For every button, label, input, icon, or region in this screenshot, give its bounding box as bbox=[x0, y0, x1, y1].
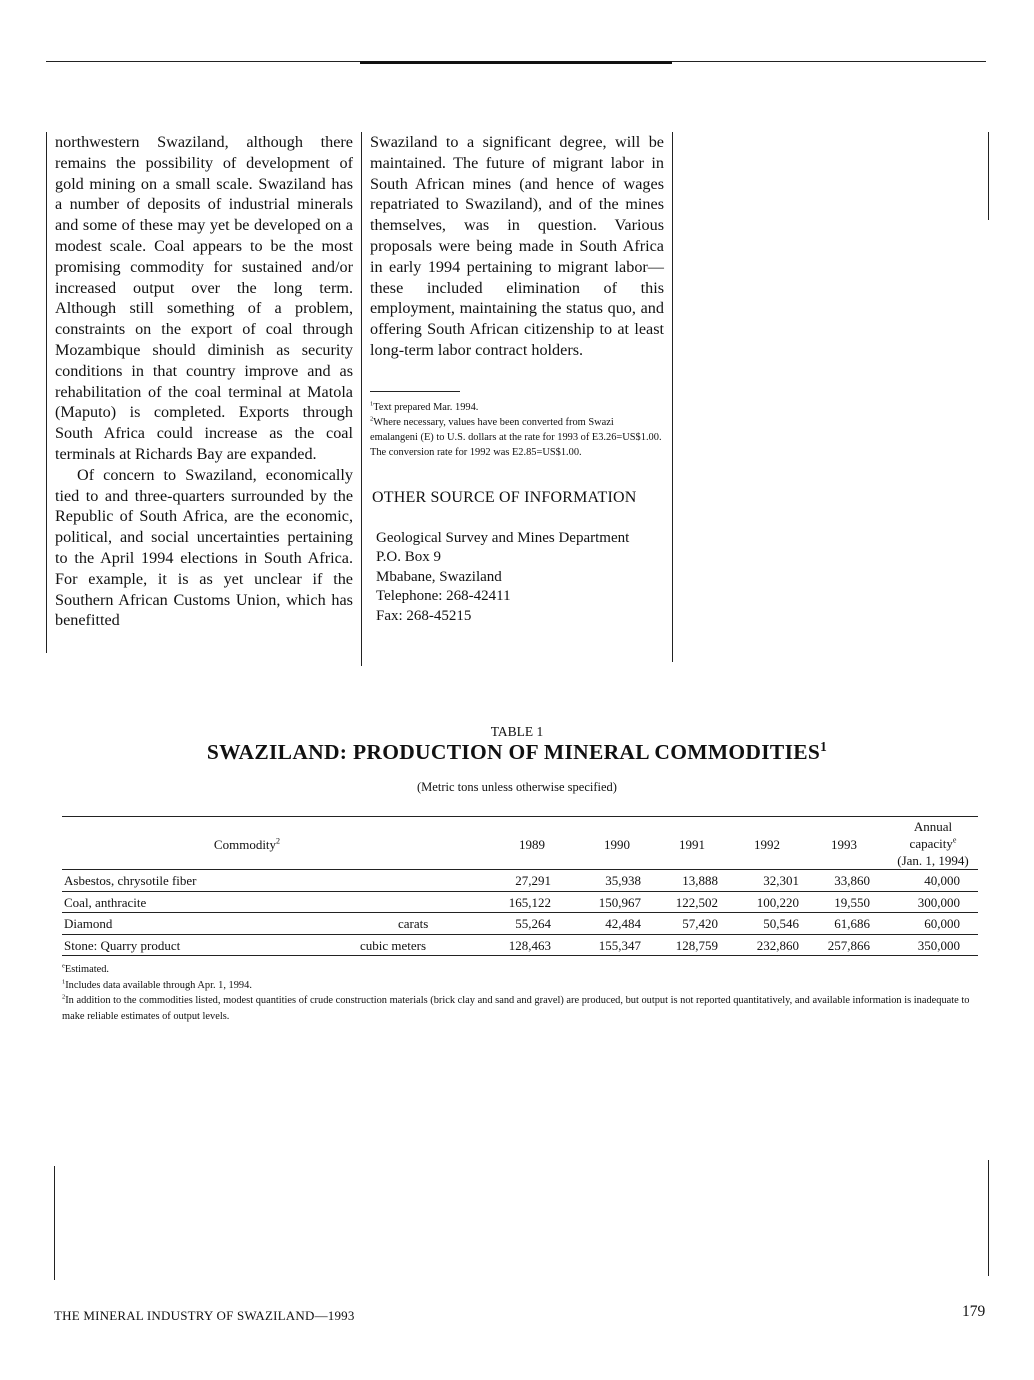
cell-value: 122,502 bbox=[675, 894, 718, 910]
table-title: SWAZILAND: PRODUCTION OF MINERAL COMMODITIES$^1$ bbox=[206, 738, 828, 764]
cell-unit: carats bbox=[398, 916, 429, 931]
cell-value: 128,463 bbox=[508, 937, 551, 953]
table-row bbox=[62, 935, 978, 957]
cell-value: 19,550 bbox=[834, 894, 870, 910]
header-year: 1991 bbox=[679, 837, 705, 852]
column-divider-rule bbox=[361, 132, 362, 666]
table-row bbox=[62, 913, 978, 935]
cell-value: 150,967 bbox=[598, 894, 641, 910]
top-rule-accent bbox=[360, 61, 672, 64]
cell-value: 33,860 bbox=[834, 873, 870, 888]
paragraph-economic-concerns: Of concern to Swaziland, economically tied to and three-quarters surrounded by the Republic of South Africa, are the economic, political, and social uncertainties pertaining to the April 1994 elections in South Africa. For example, it is as yet unclear if the Southern African Customs Union, which has benefitted bbox=[55, 465, 353, 630]
cell-value: 61,686 bbox=[834, 916, 870, 931]
left-text-column bbox=[55, 132, 353, 631]
cell-commodity: Asbestos, chrysotile fiber bbox=[64, 873, 197, 888]
cell-value: 13,888 bbox=[682, 873, 718, 888]
page-number: 179 bbox=[962, 1303, 986, 1320]
cell-value: 32,301 bbox=[763, 873, 799, 888]
cell-value: 55,264 bbox=[515, 916, 551, 931]
table-row bbox=[62, 892, 978, 914]
table-subtitle: (Metric tons unless otherwise specified) bbox=[417, 780, 617, 794]
header-commodity: Commodity$^2$ bbox=[213, 836, 281, 852]
cell-capacity: 40,000 bbox=[924, 873, 960, 888]
page-left-edge-rule bbox=[54, 1166, 55, 1280]
source-address bbox=[370, 529, 664, 627]
table-notes bbox=[62, 962, 978, 1024]
address-line: Geological Survey and Mines Department bbox=[376, 529, 630, 546]
footnote-1: $^1$Text prepared Mar. 1994. bbox=[370, 400, 479, 413]
cell-value: 257,866 bbox=[827, 937, 870, 953]
header-year: 1990 bbox=[604, 837, 630, 852]
address-line: Mbabane, Swaziland bbox=[376, 568, 502, 585]
running-title: THE MINERAL INDUSTRY OF SWAZILAND—1993 bbox=[54, 1308, 355, 1323]
paragraph-migrant-labor: Swaziland to a significant degree, will be maintained. The future of migrant labor in South African mines (and hence of wages repatriated to Swaziland), and of the mines themselves, was in question. Various proposals were being made in South Africa in early 1994 pertaining to migrant labor—these included elimination of this employment, maintaining the status quo, and offering South African citizenship to at least long-term labor contract holders. bbox=[370, 133, 664, 359]
left-margin-rule bbox=[46, 132, 47, 653]
page-right-edge-rule bbox=[988, 132, 989, 220]
cell-value: 57,420 bbox=[682, 916, 718, 931]
header-year: 1993 bbox=[831, 837, 857, 852]
section-heading: OTHER SOURCE OF INFORMATION bbox=[372, 488, 637, 506]
cell-value: 100,220 bbox=[756, 894, 799, 910]
cell-capacity: 350,000 bbox=[917, 937, 960, 953]
footnotes bbox=[370, 400, 664, 460]
table-header bbox=[62, 816, 978, 870]
cell-value: 27,291 bbox=[515, 873, 551, 888]
page-right-edge-rule-lower bbox=[988, 1160, 989, 1276]
cell-value: 35,938 bbox=[605, 873, 641, 888]
table-row bbox=[62, 870, 978, 892]
cell-value: 50,546 bbox=[763, 916, 799, 931]
cell-unit: cubic meters bbox=[360, 937, 427, 953]
header-year: 1992 bbox=[754, 837, 780, 852]
cell-capacity: 60,000 bbox=[924, 916, 960, 931]
cell-value: 155,347 bbox=[598, 937, 641, 953]
right-column-rule bbox=[672, 132, 673, 662]
address-line: P.O. Box 9 bbox=[376, 549, 442, 566]
table-note-estimated: $^e$Estimated. bbox=[62, 962, 110, 975]
table-note-2: $^2$In addition to the commodities listed, modest quantities of crude construction materials (brick clay and sand and gravel) are produced, but output is not reported quantitatively, and available information is inadequate to make reliable estimates of output levels. bbox=[62, 993, 970, 1022]
right-text-column bbox=[370, 132, 664, 626]
paragraph-coal-outlook: northwestern Swaziland, although there remains the possibility of development of gold mining on a small scale. Swaziland has a number of deposits of industrial minerals and some of these may yet be developed on a modest scale. Coal appears to be the most promising commodity for sustained and/or increased output over the long term. Although still something of a problem, constraints on the export of coal through Mozambique should diminish as security conditions in that country improve and as rehabilitation of the coal terminal at Matola (Maputo) is completed. Exports through South Africa could increase as the coal terminals at Richards Bay are expanded. bbox=[55, 133, 353, 463]
header-capacity: Annual capacity$^e$ (Jan. 1, 1994) bbox=[897, 819, 969, 868]
cell-value: 42,484 bbox=[605, 916, 641, 931]
footnote-rule bbox=[370, 391, 460, 392]
cell-commodity: Stone: Quarry product bbox=[64, 937, 181, 953]
production-table bbox=[62, 816, 978, 956]
cell-value: 128,759 bbox=[675, 937, 718, 953]
header-year: 1989 bbox=[519, 837, 545, 852]
table-label: TABLE 1 bbox=[490, 724, 544, 739]
cell-capacity: 300,000 bbox=[917, 894, 960, 910]
address-line: Telephone: 268-42411 bbox=[376, 588, 511, 605]
cell-commodity: Coal, anthracite bbox=[64, 894, 147, 910]
address-line: Fax: 268-45215 bbox=[376, 607, 472, 624]
cell-value: 165,122 bbox=[508, 894, 551, 910]
cell-commodity: Diamond bbox=[64, 916, 113, 931]
footnote-2: $^2$Where necessary, values have been converted from Swazi emalangeni (E) to U.S. dollars at the rate for 1993 of E3.26=US$1.00. The conversion rate for 1992 was E2.85=US$1.00. bbox=[370, 415, 662, 458]
cell-value: 232,860 bbox=[756, 937, 799, 953]
table-note-1: $^1$Includes data available through Apr. 1, 1994. bbox=[62, 978, 252, 991]
